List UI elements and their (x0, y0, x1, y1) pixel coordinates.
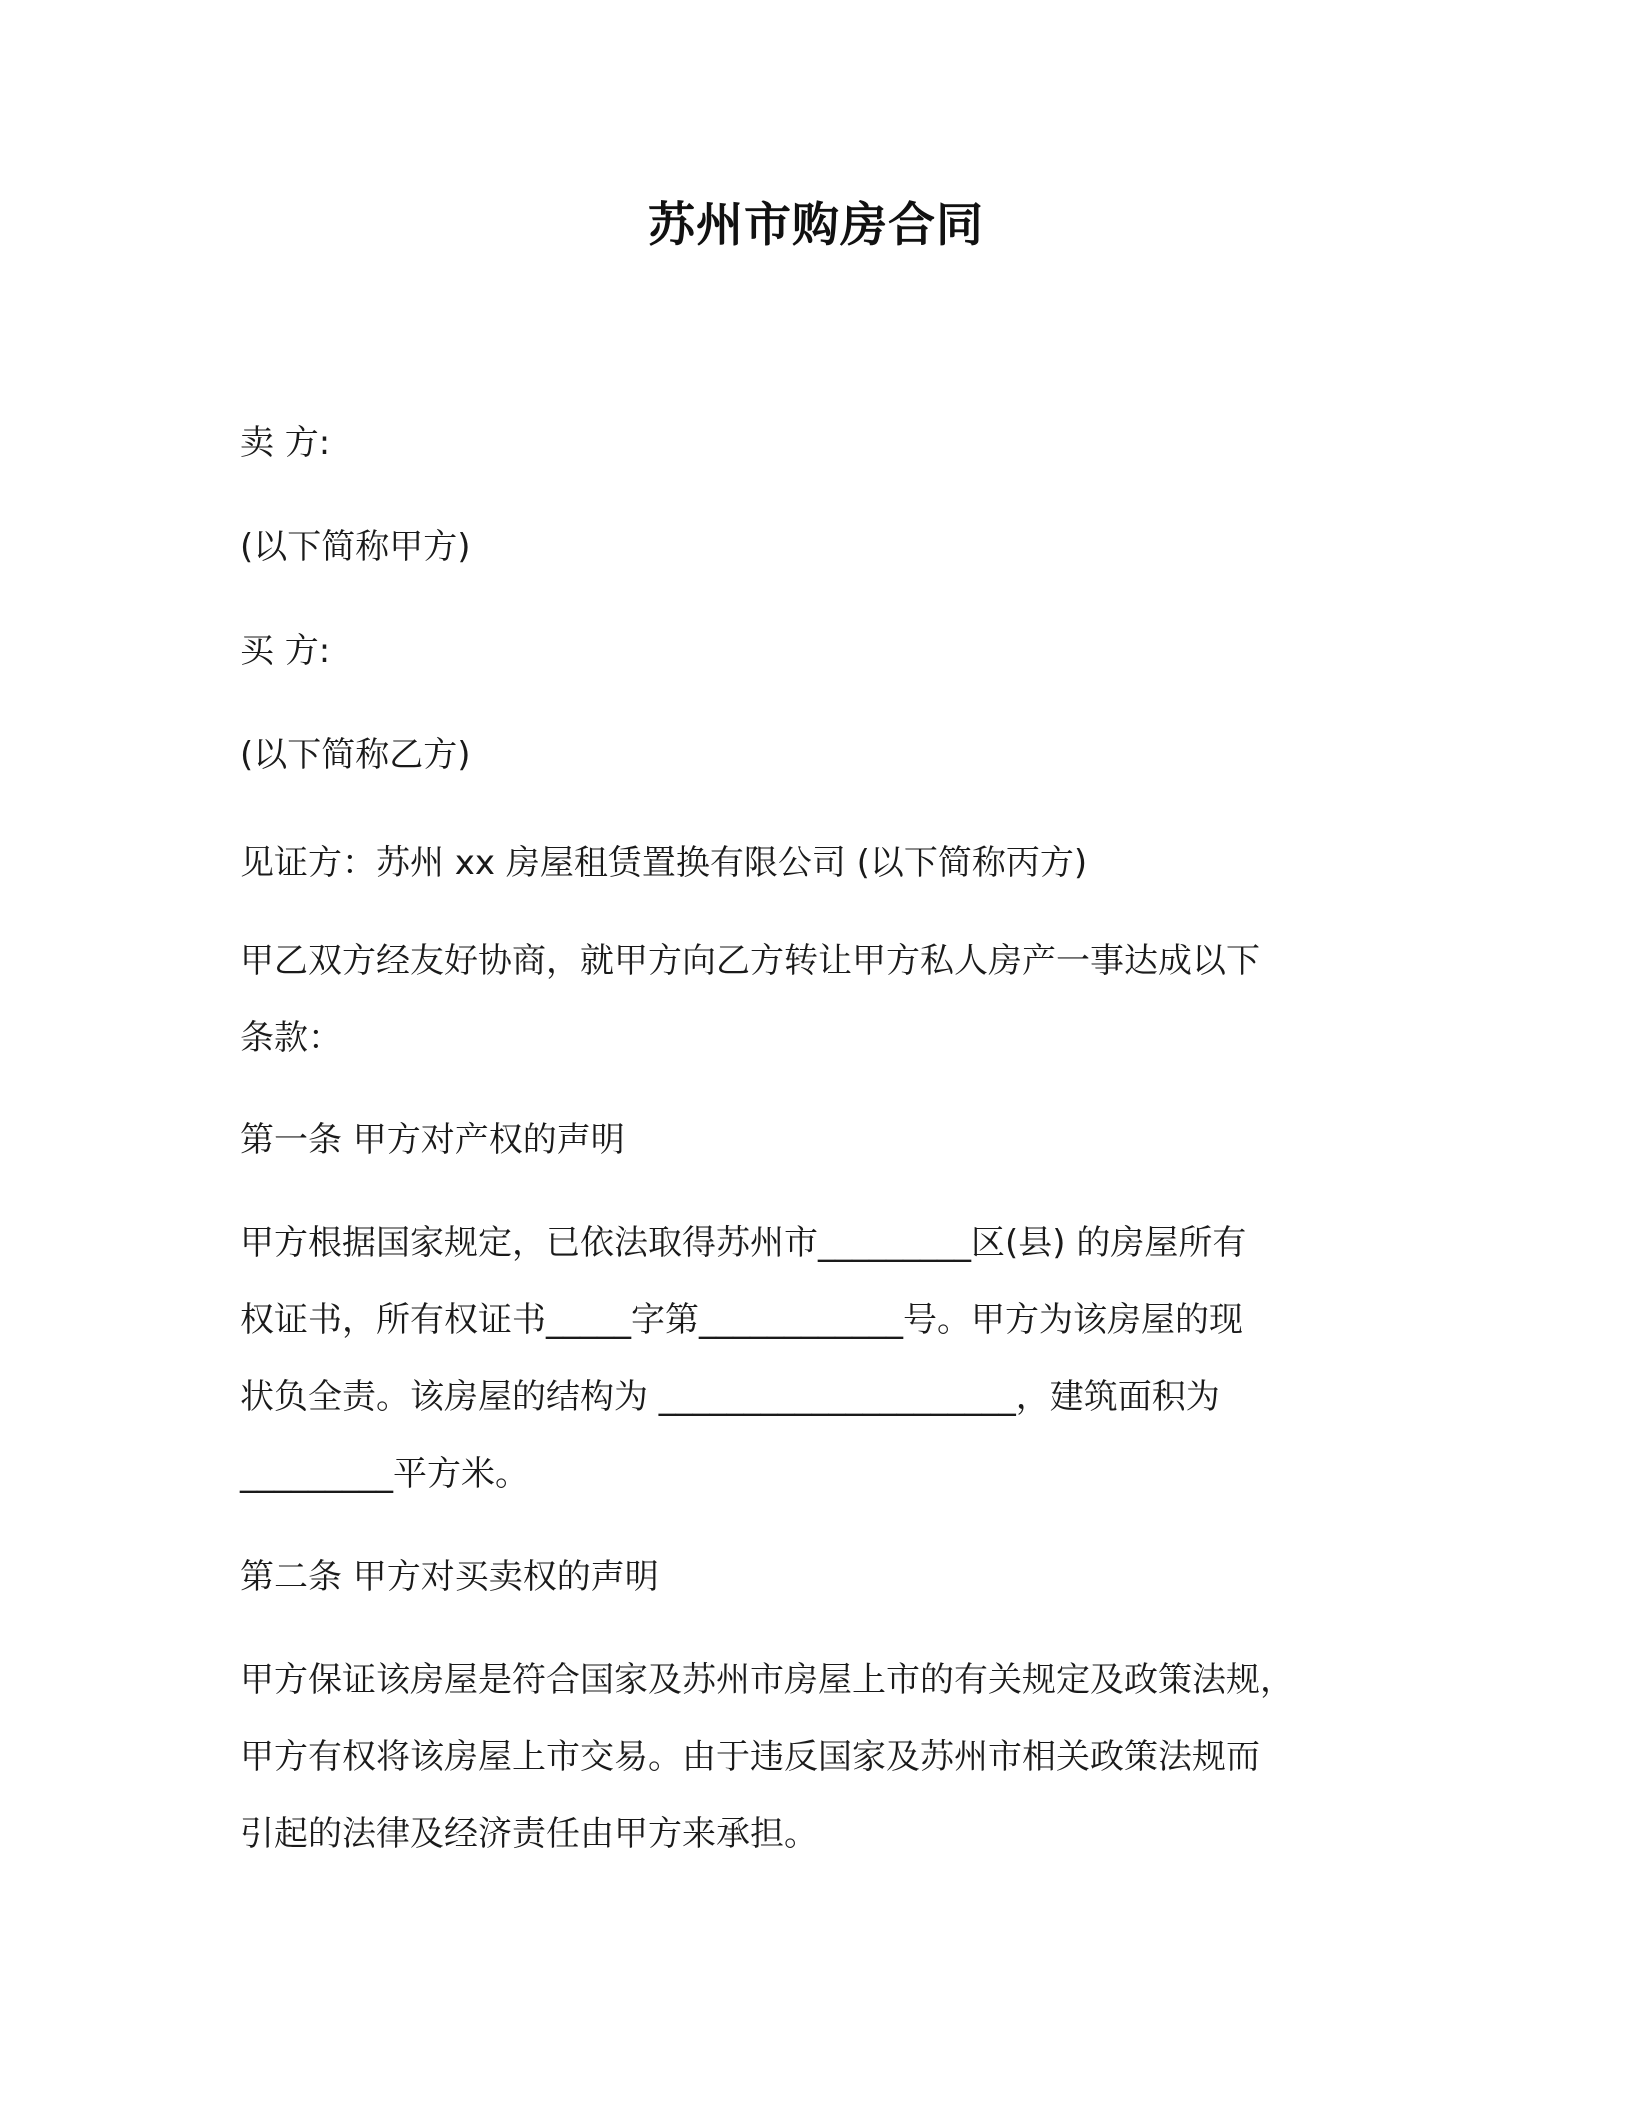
article-1-heading: 第一条 甲方对产权的声明 (240, 1120, 625, 1160)
preamble-line-2: 条款： (240, 1018, 342, 1058)
article-1-line-4: _________平方米。 (240, 1454, 529, 1494)
buyer-label: 买 方: (240, 631, 331, 671)
seller-label: 卖 方: (240, 423, 331, 463)
article-2-heading: 第二条 甲方对买卖权的声明 (240, 1557, 659, 1597)
article-2-line-3: 引起的法律及经济责任由甲方来承担。 (240, 1814, 818, 1854)
article-1-line-1: 甲方根据国家规定，已依法取得苏州市_________区(县) 的房屋所有 (240, 1223, 1247, 1263)
seller-note: (以下简称甲方) (240, 527, 471, 567)
witness-line: 见证方：苏州 xx 房屋租赁置换有限公司 (以下简称丙方) (240, 843, 1088, 883)
document-title: 苏州市购房合同 (648, 198, 984, 253)
article-2-line-2: 甲方有权将该房屋上市交易。由于违反国家及苏州市相关政策法规而 (240, 1737, 1260, 1777)
buyer-note: (以下简称乙方) (240, 735, 471, 775)
article-1-line-2: 权证书，所有权证书_____字第____________号。甲方为该房屋的现 (240, 1300, 1243, 1340)
article-2-line-1: 甲方保证该房屋是符合国家及苏州市房屋上市的有关规定及政策法规， (240, 1660, 1294, 1700)
preamble-line-1: 甲乙双方经友好协商，就甲方向乙方转让甲方私人房产一事达成以下 (240, 941, 1260, 981)
article-1-line-3: 状负全责。该房屋的结构为 _____________________，建筑面积为 (240, 1377, 1220, 1417)
